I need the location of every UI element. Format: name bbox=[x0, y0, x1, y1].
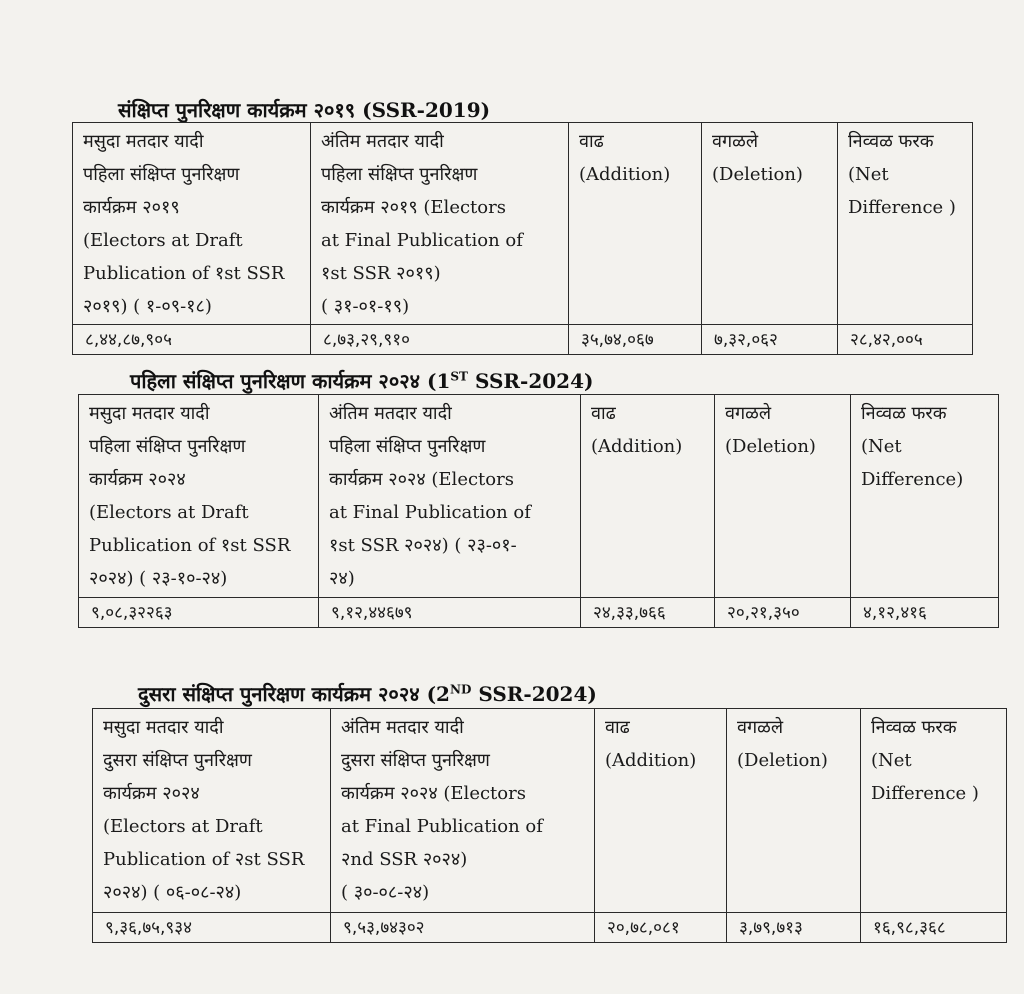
addition-header: वाढ (Addition) bbox=[595, 709, 727, 913]
table-header-row bbox=[93, 709, 1007, 913]
draft-electors-header: मसुदा मतदार यादी पहिला संक्षिप्त पुनरिक्षण कार्यक्रम २०१९ (Electors at Draft Publication of १st SSR २०१९) ( १-०९-१८) bbox=[73, 123, 311, 325]
ssr-2024-first-title: पहिला संक्षिप्त पुनरिक्षण कार्यक्रम २०२४ (1ST SSR-2024) bbox=[130, 369, 594, 393]
addition-value: २०,७८,०८१ bbox=[595, 913, 727, 943]
table-row bbox=[93, 913, 1007, 943]
final-electors-header: अंतिम मतदार यादी पहिला संक्षिप्त पुनरिक्षण कार्यक्रम २०१९ (Electors at Final Publication of १st SSR २०१९) ( ३१-०१-१९) bbox=[311, 123, 569, 325]
table-header-row bbox=[79, 395, 999, 598]
final-electors-value: ९,१२,४४६७९ bbox=[319, 598, 581, 628]
deletion-header: वगळले (Deletion) bbox=[727, 709, 861, 913]
draft-electors-value: ९,०८,३२२६३ bbox=[79, 598, 319, 628]
draft-electors-header: मसुदा मतदार यादी दुसरा संक्षिप्त पुनरिक्षण कार्यक्रम २०२४ (Electors at Draft Publication of २st SSR २०२४) ( ०६-०८-२४) bbox=[93, 709, 331, 913]
net-difference-header: निव्वळ फरक (Net Difference ) bbox=[861, 709, 1007, 913]
net-difference-value: २८,४२,००५ bbox=[838, 325, 973, 355]
addition-value: २४,३३,७६६ bbox=[581, 598, 715, 628]
table-row bbox=[73, 325, 973, 355]
draft-electors-value: ९,३६,७५,९३४ bbox=[93, 913, 331, 943]
net-difference-value: ४,१२,४१६ bbox=[851, 598, 999, 628]
ssr-2019-title: संक्षिप्त पुनरिक्षण कार्यक्रम २०१९ (SSR-2019) bbox=[118, 98, 491, 122]
net-difference-value: १६,९८,३६८ bbox=[861, 913, 1007, 943]
ssr-2019-table bbox=[72, 122, 973, 355]
draft-electors-value: ८,४४,८७,९०५ bbox=[73, 325, 311, 355]
final-electors-header: अंतिम मतदार यादी दुसरा संक्षिप्त पुनरिक्षण कार्यक्रम २०२४ (Electors at Final Publication of २nd SSR २०२४) ( ३०-०८-२४) bbox=[331, 709, 595, 913]
addition-value: ३५,७४,०६७ bbox=[569, 325, 702, 355]
final-electors-value: ९,५३,७४३०२ bbox=[331, 913, 595, 943]
table-row bbox=[79, 598, 999, 628]
deletion-value: २०,२१,३५० bbox=[715, 598, 851, 628]
addition-header: वाढ (Addition) bbox=[569, 123, 702, 325]
deletion-header: वगळले (Deletion) bbox=[715, 395, 851, 598]
ssr-2024-second-table bbox=[92, 708, 1007, 943]
ssr-2024-first-table bbox=[78, 394, 999, 628]
draft-electors-header: मसुदा मतदार यादी पहिला संक्षिप्त पुनरिक्षण कार्यक्रम २०२४ (Electors at Draft Publication of १st SSR २०२४) ( २३-१०-२४) bbox=[79, 395, 319, 598]
net-difference-header: निव्वळ फरक (Net Difference) bbox=[851, 395, 999, 598]
net-difference-header: निव्वळ फरक (Net Difference ) bbox=[838, 123, 973, 325]
final-electors-value: ८,७३,२९,९१० bbox=[311, 325, 569, 355]
ssr-2024-second-title: दुसरा संक्षिप्त पुनरिक्षण कार्यक्रम २०२४ (2ND SSR-2024) bbox=[138, 682, 597, 706]
addition-header: वाढ (Addition) bbox=[581, 395, 715, 598]
table-header-row bbox=[73, 123, 973, 325]
deletion-value: ७,३२,०६२ bbox=[702, 325, 838, 355]
deletion-value: ३,७९,७१३ bbox=[727, 913, 861, 943]
final-electors-header: अंतिम मतदार यादी पहिला संक्षिप्त पुनरिक्षण कार्यक्रम २०२४ (Electors at Final Publication of १st SSR २०२४) ( २३-०१- २४) bbox=[319, 395, 581, 598]
deletion-header: वगळले (Deletion) bbox=[702, 123, 838, 325]
